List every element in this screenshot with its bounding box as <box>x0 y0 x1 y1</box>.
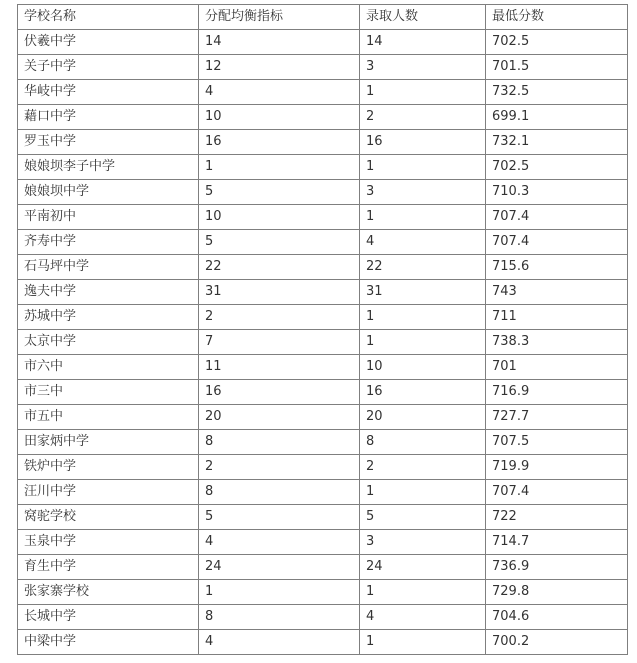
cell-quota: 5 <box>199 230 360 255</box>
cell-admitted: 1 <box>360 580 486 605</box>
cell-school-name: 张家寨学校 <box>18 580 199 605</box>
cell-quota: 16 <box>199 380 360 405</box>
table-row <box>18 455 628 480</box>
cell-min-score: 699.1 <box>486 105 628 130</box>
table-body <box>18 30 628 655</box>
cell-school-name: 娘娘坝中学 <box>18 180 199 205</box>
cell-school-name: 华岐中学 <box>18 80 199 105</box>
cell-admitted: 14 <box>360 30 486 55</box>
cell-min-score: 701 <box>486 355 628 380</box>
table-row <box>18 230 628 255</box>
table-row <box>18 580 628 605</box>
cell-min-score: 702.5 <box>486 155 628 180</box>
cell-min-score: 732.1 <box>486 130 628 155</box>
cell-quota: 11 <box>199 355 360 380</box>
cell-school-name: 娘娘坝李子中学 <box>18 155 199 180</box>
cell-quota: 4 <box>199 530 360 555</box>
cell-admitted: 8 <box>360 430 486 455</box>
table-container <box>17 4 628 655</box>
header-min-score: 最低分数 <box>486 5 628 30</box>
cell-school-name: 玉泉中学 <box>18 530 199 555</box>
cell-quota: 2 <box>199 455 360 480</box>
cell-quota: 24 <box>199 555 360 580</box>
cell-school-name: 苏城中学 <box>18 305 199 330</box>
table-row <box>18 505 628 530</box>
table-row <box>18 530 628 555</box>
table-row <box>18 80 628 105</box>
cell-min-score: 707.5 <box>486 430 628 455</box>
header-quota: 分配均衡指标 <box>199 5 360 30</box>
cell-min-score: 732.5 <box>486 80 628 105</box>
cell-min-score: 711 <box>486 305 628 330</box>
cell-min-score: 715.6 <box>486 255 628 280</box>
cell-min-score: 716.9 <box>486 380 628 405</box>
cell-min-score: 701.5 <box>486 55 628 80</box>
cell-admitted: 1 <box>360 480 486 505</box>
cell-min-score: 719.9 <box>486 455 628 480</box>
cell-min-score: 736.9 <box>486 555 628 580</box>
cell-school-name: 藉口中学 <box>18 105 199 130</box>
cell-school-name: 中梁中学 <box>18 630 199 655</box>
cell-school-name: 长城中学 <box>18 605 199 630</box>
table-row <box>18 630 628 655</box>
cell-quota: 20 <box>199 405 360 430</box>
table-row <box>18 305 628 330</box>
cell-quota: 31 <box>199 280 360 305</box>
cell-school-name: 市五中 <box>18 405 199 430</box>
cell-school-name: 伏羲中学 <box>18 30 199 55</box>
table-row <box>18 55 628 80</box>
cell-school-name: 育生中学 <box>18 555 199 580</box>
cell-admitted: 4 <box>360 230 486 255</box>
cell-school-name: 太京中学 <box>18 330 199 355</box>
cell-min-score: 702.5 <box>486 30 628 55</box>
cell-school-name: 罗玉中学 <box>18 130 199 155</box>
cell-min-score: 700.2 <box>486 630 628 655</box>
table-row <box>18 205 628 230</box>
cell-admitted: 2 <box>360 105 486 130</box>
cell-quota: 14 <box>199 30 360 55</box>
cell-admitted: 24 <box>360 555 486 580</box>
table-row <box>18 430 628 455</box>
cell-school-name: 石马坪中学 <box>18 255 199 280</box>
cell-admitted: 10 <box>360 355 486 380</box>
cell-admitted: 16 <box>360 380 486 405</box>
cell-admitted: 3 <box>360 530 486 555</box>
cell-school-name: 逸夫中学 <box>18 280 199 305</box>
cell-min-score: 722 <box>486 505 628 530</box>
cell-school-name: 市六中 <box>18 355 199 380</box>
cell-admitted: 3 <box>360 180 486 205</box>
cell-quota: 4 <box>199 630 360 655</box>
cell-quota: 4 <box>199 80 360 105</box>
cell-admitted: 1 <box>360 80 486 105</box>
table-row <box>18 255 628 280</box>
cell-min-score: 743 <box>486 280 628 305</box>
cell-admitted: 1 <box>360 305 486 330</box>
table-row <box>18 380 628 405</box>
cell-admitted: 1 <box>360 155 486 180</box>
cell-admitted: 5 <box>360 505 486 530</box>
cell-quota: 7 <box>199 330 360 355</box>
cell-min-score: 729.8 <box>486 580 628 605</box>
cell-quota: 10 <box>199 105 360 130</box>
cell-quota: 2 <box>199 305 360 330</box>
cell-admitted: 1 <box>360 205 486 230</box>
cell-school-name: 汪川中学 <box>18 480 199 505</box>
cell-admitted: 22 <box>360 255 486 280</box>
cell-quota: 5 <box>199 180 360 205</box>
cell-admitted: 20 <box>360 405 486 430</box>
table-row <box>18 30 628 55</box>
table-row <box>18 555 628 580</box>
table-row <box>18 180 628 205</box>
cell-admitted: 31 <box>360 280 486 305</box>
table-row <box>18 280 628 305</box>
table-row <box>18 330 628 355</box>
cell-quota: 1 <box>199 155 360 180</box>
table-row <box>18 405 628 430</box>
cell-min-score: 704.6 <box>486 605 628 630</box>
cell-quota: 8 <box>199 605 360 630</box>
cell-admitted: 4 <box>360 605 486 630</box>
cell-admitted: 1 <box>360 630 486 655</box>
table-row <box>18 130 628 155</box>
cell-admitted: 2 <box>360 455 486 480</box>
cell-school-name: 齐寿中学 <box>18 230 199 255</box>
cell-school-name: 铁炉中学 <box>18 455 199 480</box>
cell-school-name: 窝驼学校 <box>18 505 199 530</box>
table-row <box>18 605 628 630</box>
admission-table <box>17 4 628 655</box>
cell-school-name: 平南初中 <box>18 205 199 230</box>
table-row <box>18 105 628 130</box>
cell-min-score: 707.4 <box>486 480 628 505</box>
cell-quota: 8 <box>199 430 360 455</box>
cell-admitted: 16 <box>360 130 486 155</box>
cell-school-name: 市三中 <box>18 380 199 405</box>
cell-min-score: 707.4 <box>486 230 628 255</box>
header-school-name: 学校名称 <box>18 5 199 30</box>
cell-min-score: 738.3 <box>486 330 628 355</box>
table-row <box>18 480 628 505</box>
cell-quota: 10 <box>199 205 360 230</box>
table-row <box>18 355 628 380</box>
table-row <box>18 155 628 180</box>
cell-quota: 22 <box>199 255 360 280</box>
cell-min-score: 714.7 <box>486 530 628 555</box>
cell-min-score: 710.3 <box>486 180 628 205</box>
cell-quota: 5 <box>199 505 360 530</box>
cell-school-name: 关子中学 <box>18 55 199 80</box>
cell-min-score: 707.4 <box>486 205 628 230</box>
table-header-row <box>18 5 628 30</box>
cell-admitted: 1 <box>360 330 486 355</box>
cell-quota: 16 <box>199 130 360 155</box>
cell-quota: 8 <box>199 480 360 505</box>
cell-quota: 12 <box>199 55 360 80</box>
cell-school-name: 田家炳中学 <box>18 430 199 455</box>
header-admitted: 录取人数 <box>360 5 486 30</box>
cell-admitted: 3 <box>360 55 486 80</box>
cell-min-score: 727.7 <box>486 405 628 430</box>
cell-quota: 1 <box>199 580 360 605</box>
